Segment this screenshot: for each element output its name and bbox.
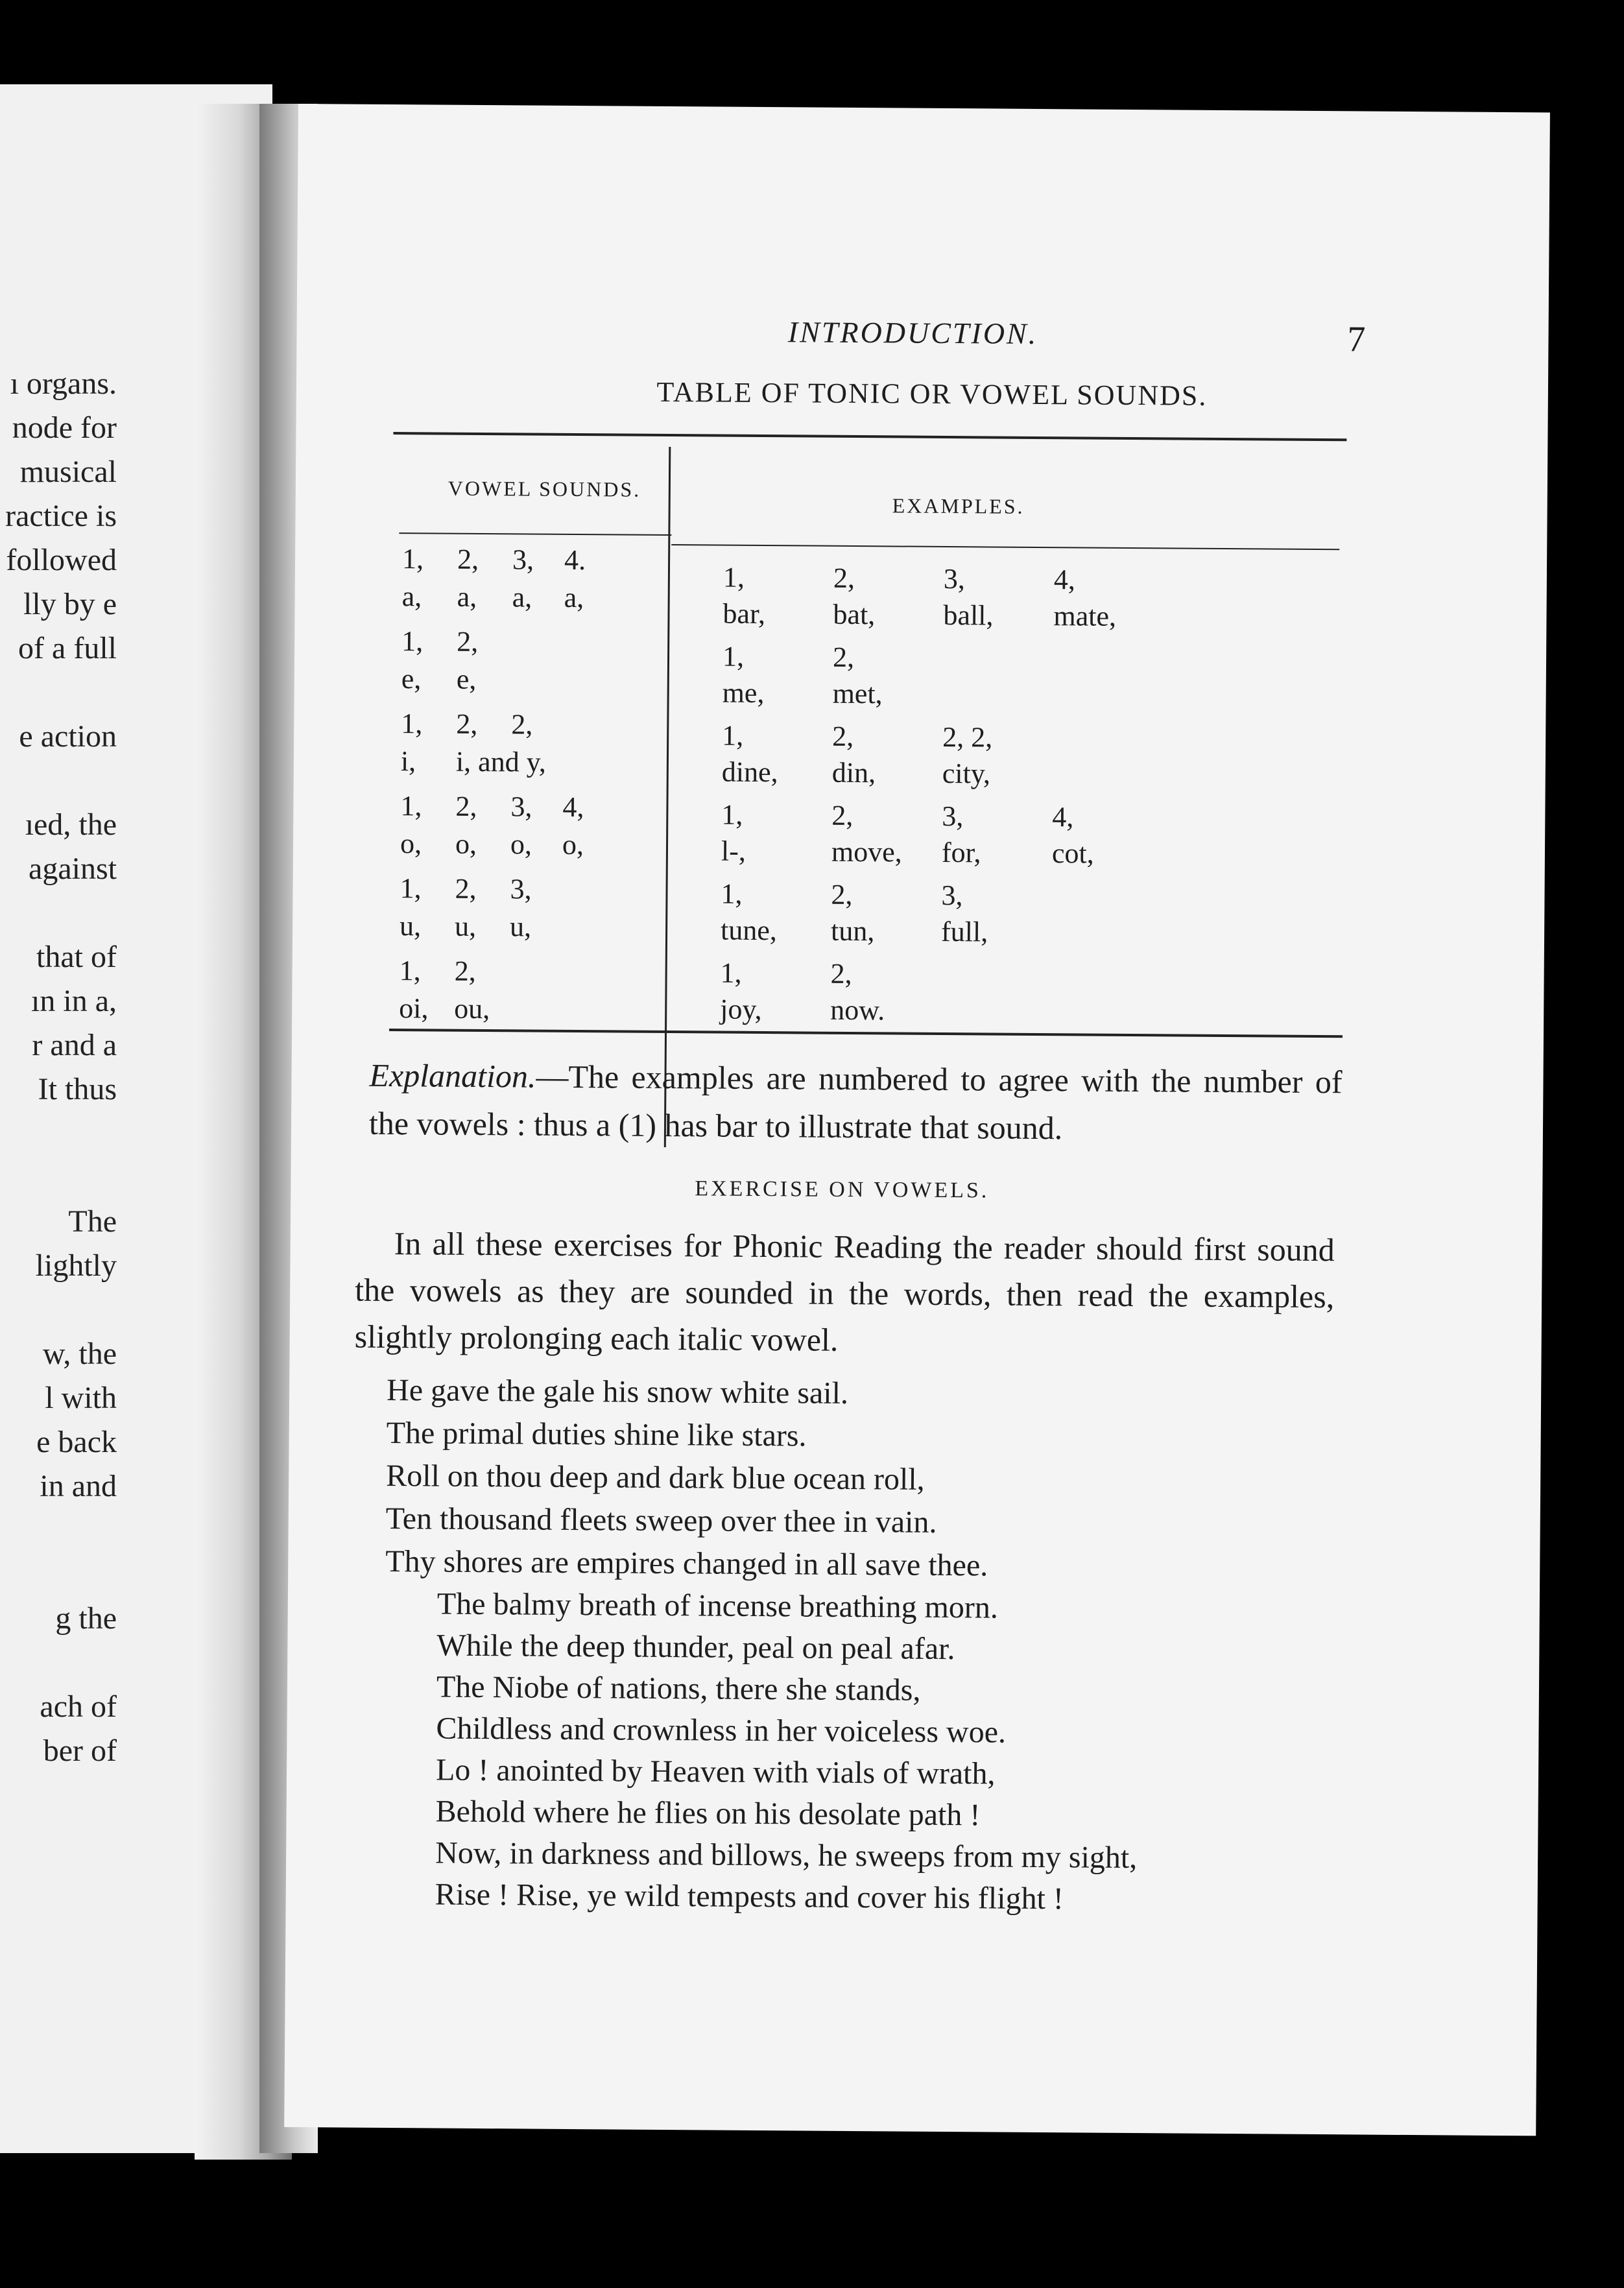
vowel-number: 2, xyxy=(455,872,477,905)
vowel-number: 2, xyxy=(456,708,478,740)
explanation-text: —The examples are numbered to agree with the number of the vowels : thus a (1) has bar to illustrate that sound. xyxy=(368,1058,1343,1147)
example-word: din, xyxy=(831,756,876,789)
left-page-line xyxy=(0,1289,117,1333)
verse-line: Thy shores are empires changed in all save thee. xyxy=(385,1543,988,1583)
vowel-letter: u, xyxy=(399,910,422,942)
left-page-line: e action xyxy=(19,719,117,754)
left-page-line xyxy=(0,1510,117,1554)
verse-line: While the deep thunder, peal on peal afar. xyxy=(436,1628,955,1667)
page-number: 7 xyxy=(1347,319,1366,360)
table-bottom-rule xyxy=(389,1029,1343,1038)
example-number: 1, xyxy=(722,719,744,752)
left-page-line xyxy=(0,892,117,936)
left-page-line: The xyxy=(68,1204,117,1239)
vowel-letter: a, xyxy=(457,580,477,613)
explanation-paragraph xyxy=(369,1051,1343,1154)
example-word: met, xyxy=(832,677,883,710)
vowel-number: 2, xyxy=(511,708,533,741)
example-word: now. xyxy=(830,994,885,1027)
explanation-lead: Explanation. xyxy=(369,1056,536,1095)
left-page-line xyxy=(0,672,117,716)
vowel-letter: ou, xyxy=(454,992,490,1025)
left-page-line: ber of xyxy=(43,1734,117,1768)
example-number: 1, xyxy=(722,640,745,673)
example-number: 1, xyxy=(721,798,743,831)
table-top-rule xyxy=(393,432,1346,441)
page-header xyxy=(296,311,1548,365)
vowel-number: 2, xyxy=(454,955,476,987)
examples-header-rule xyxy=(671,544,1339,550)
example-word: tune, xyxy=(720,914,778,947)
example-word: bat, xyxy=(833,598,876,631)
vowel-letter: oi, xyxy=(399,992,429,1025)
example-number: 1, xyxy=(720,957,742,989)
example-number: 4, xyxy=(1052,801,1074,833)
vowel-letter: i, xyxy=(400,745,416,778)
verse-line: Childless and crownless in her voiceless woe. xyxy=(436,1711,1007,1750)
verse-line: He gave the gale his snow white sail. xyxy=(386,1372,849,1411)
example-word: dine, xyxy=(721,756,778,789)
left-page-line: ach of xyxy=(40,1689,117,1724)
left-page-line: g the xyxy=(55,1601,117,1636)
vowel-letter: o, xyxy=(455,828,477,860)
left-page-line: It thus xyxy=(38,1072,117,1106)
verse-line: The balmy breath of incense breathing morn. xyxy=(436,1586,999,1625)
vowel-letter: i, and y, xyxy=(455,745,546,778)
vowel-number: 1, xyxy=(400,872,422,905)
vowel-letter: o, xyxy=(510,828,532,861)
verse-block-2 xyxy=(435,1584,1140,1921)
left-page-line: ın in a, xyxy=(31,984,117,1018)
vowel-letter: a, xyxy=(512,581,532,614)
example-number: 2, xyxy=(831,878,853,911)
left-page-line: ractice is xyxy=(5,499,117,533)
vowel-letter: e, xyxy=(401,663,422,695)
verse-line: The Niobe of nations, there she stands, xyxy=(436,1669,921,1708)
example-word: bar, xyxy=(722,597,766,630)
vowel-number: 1, xyxy=(401,708,423,740)
left-page-line: r and a xyxy=(32,1028,117,1062)
left-page-line: w, the xyxy=(42,1337,117,1371)
vowel-letter: o, xyxy=(562,828,584,861)
vowel-number: 1, xyxy=(401,625,424,658)
example-number: 1, xyxy=(721,877,743,910)
example-word: city, xyxy=(942,757,991,790)
left-page-line: lly by e xyxy=(23,587,117,621)
example-number: 2, xyxy=(833,562,855,595)
running-head: INTRODUCTION. xyxy=(787,315,1038,350)
left-page-line xyxy=(0,1642,117,1686)
left-page-text xyxy=(0,363,117,1774)
vowel-letter: a, xyxy=(564,581,584,614)
verse-line: Behold where he flies on his desolate path ! xyxy=(435,1794,981,1833)
table-column-divider xyxy=(664,447,671,1147)
example-word: l-, xyxy=(721,835,746,867)
vowel-number: 1, xyxy=(399,955,421,987)
vowel-number: 4, xyxy=(562,791,584,824)
example-number: 3, xyxy=(941,879,963,912)
right-page xyxy=(284,104,1550,2136)
vowel-letter: u, xyxy=(509,911,532,943)
example-word: cot, xyxy=(1051,837,1094,870)
verse-line: Roll on thou deep and dark blue ocean roll, xyxy=(386,1458,925,1497)
left-page-line: ıed, the xyxy=(25,807,117,842)
left-page-line: musical xyxy=(19,455,117,489)
left-page-line: l with xyxy=(45,1381,117,1415)
example-number: 2, xyxy=(832,641,855,674)
example-number: 3, xyxy=(942,800,964,833)
left-page-line: ı organs. xyxy=(10,366,117,401)
example-number: 4, xyxy=(1053,564,1076,596)
left-page-line: in and xyxy=(40,1469,117,1503)
vowel-letter: e, xyxy=(456,663,477,695)
example-word: me, xyxy=(722,676,765,709)
example-number: 2, xyxy=(830,957,852,990)
example-number: 3, xyxy=(943,562,966,595)
example-word: move, xyxy=(831,835,902,868)
example-number: 2, xyxy=(832,720,854,753)
verse-line: Ten thousand fleets sweep over thee in vain. xyxy=(385,1501,937,1540)
verse-line: The primal duties shine like stars. xyxy=(386,1415,807,1453)
left-page-line: lightly xyxy=(35,1248,117,1283)
left-page-line: node for xyxy=(12,411,117,445)
verse-line: Lo ! anointed by Heaven with vials of wrath, xyxy=(435,1752,996,1791)
left-page-line: e back xyxy=(36,1425,117,1459)
left-page-line: followed xyxy=(6,543,117,577)
left-page-line xyxy=(0,760,117,804)
example-word: joy, xyxy=(720,993,762,1026)
left-page-line: that of xyxy=(36,940,117,974)
verse-line: Now, in darkness and billows, he sweeps from my sight, xyxy=(435,1835,1138,1876)
vowel-number: 1, xyxy=(401,543,424,575)
verse-block-1 xyxy=(385,1369,989,1587)
verse-line: Rise ! Rise, ye wild tempests and cover his flight ! xyxy=(435,1877,1064,1916)
vowel-number: 2, xyxy=(457,625,479,658)
vowel-number: 2, xyxy=(457,543,479,575)
vowel-number: 3, xyxy=(510,873,532,905)
vowel-letter: o, xyxy=(400,828,422,860)
left-page-line xyxy=(0,1554,117,1598)
example-number: 2, xyxy=(831,799,854,831)
left-page-line: of a full xyxy=(18,631,117,665)
exercise-intro-paragraph: In all these exercises for Phonic Reading the reader should first sound the vowels as they are sounded in the words, then read the examples, slightly prolonging each italic vowel. xyxy=(354,1225,1335,1358)
example-word: full, xyxy=(940,915,988,948)
table-title: TABLE OF TONIC OR VOWEL SOUNDS. xyxy=(656,375,1208,412)
vowel-number: 3, xyxy=(510,791,532,823)
example-word: tun, xyxy=(830,914,875,947)
example-number: 2, 2, xyxy=(942,721,993,754)
vowel-number: 2, xyxy=(455,790,477,822)
example-word: mate, xyxy=(1053,600,1117,632)
example-number: 1, xyxy=(722,561,745,593)
example-word: for, xyxy=(941,836,981,869)
vowel-sounds-heading: VOWEL SOUNDS. xyxy=(448,476,641,501)
vowel-letter: a, xyxy=(401,580,422,613)
vowel-number: 1, xyxy=(400,790,422,822)
left-page-line xyxy=(0,1113,117,1157)
vowel-number: 4. xyxy=(564,543,586,577)
left-page-line: against xyxy=(29,852,117,886)
vowel-number: 3, xyxy=(512,543,534,576)
exercise-title: EXERCISE ON VOWELS. xyxy=(695,1176,990,1203)
examples-heading: EXAMPLES. xyxy=(892,494,1025,518)
example-word: ball, xyxy=(943,599,994,632)
vowels-header-rule xyxy=(399,532,671,536)
left-page-line xyxy=(0,1157,117,1201)
vowel-letter: u, xyxy=(454,910,477,942)
